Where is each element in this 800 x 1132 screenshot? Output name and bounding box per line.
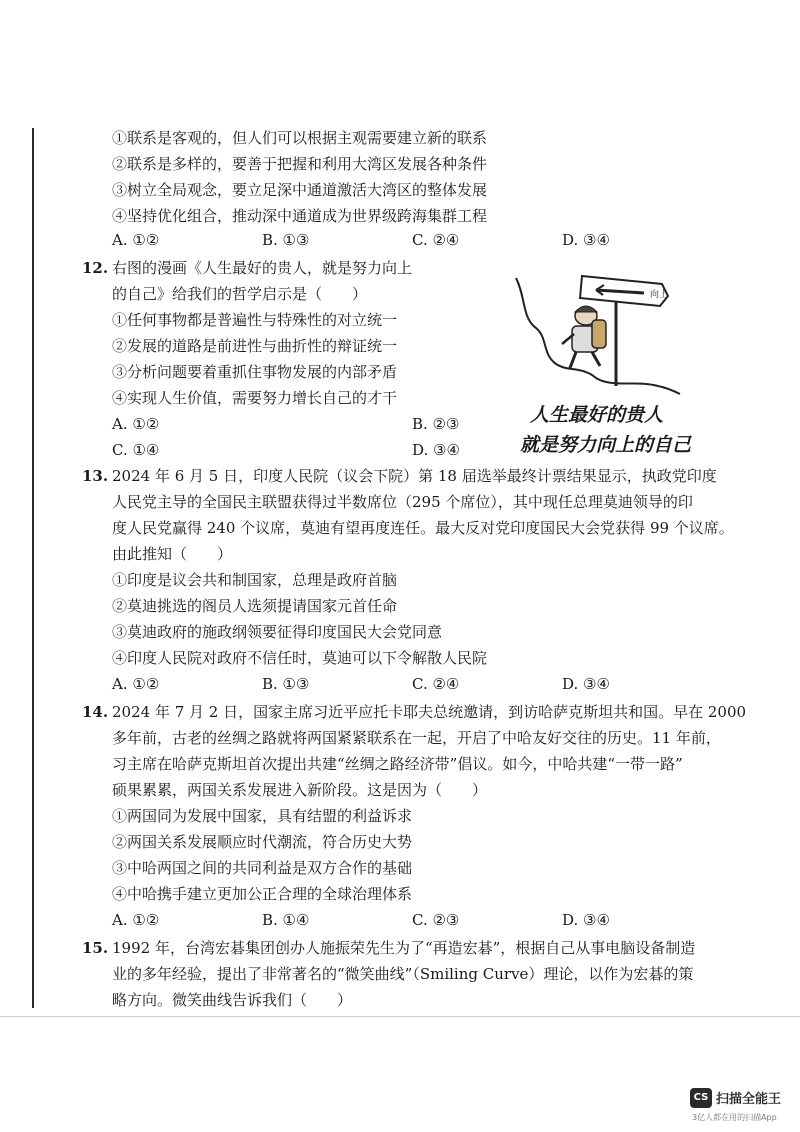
- q11-choice-d: D. ③④: [562, 231, 610, 249]
- q12-choice-c: C. ①④: [112, 441, 160, 459]
- page-bottom-rule: [0, 1016, 800, 1017]
- q14-choice-d: D. ③④: [562, 911, 610, 929]
- q12-option-3: ③分析问题要着重抓住事物发展的内部矛盾: [112, 363, 398, 381]
- q13-option-1: ①印度是议会共和制国家，总理是政府首脑: [112, 571, 398, 589]
- q13-stem-line-1: 2024 年 6 月 5 日，印度人民院（议会下院）第 18 届选举最终计票结果显示，执政党印度: [112, 467, 717, 485]
- signpost-label: 向上: [650, 290, 669, 300]
- q11-choice-a: A. ①②: [112, 231, 160, 249]
- q13-choice-c: C. ②④: [412, 675, 460, 693]
- q14-choice-b: B. ①④: [262, 911, 310, 929]
- q11-option-1: ①联系是客观的，但人们可以根据主观需要建立新的联系: [112, 129, 488, 147]
- q14-stem-line-3: 习主席在哈萨克斯坦首次提出共建“丝绸之路经济带”倡议。如今，中哈共建“一带一路”: [112, 755, 683, 773]
- climber-figure: [562, 306, 606, 368]
- q12-stem-line-1: 右图的漫画《人生最好的贵人，就是努力向上: [112, 259, 413, 277]
- q13-stem-line-4: 由此推知（ ）: [112, 545, 233, 563]
- scanner-tagline: 3亿人都在用的扫描App: [692, 1113, 777, 1122]
- q11-option-3: ③树立全局观念，要立足深中通道激活大湾区的整体发展: [112, 181, 488, 199]
- q13-choice-b: B. ①③: [262, 675, 310, 693]
- q12-choice-d: D. ③④: [412, 441, 460, 459]
- q11-choice-c: C. ②④: [412, 231, 460, 249]
- q14-choice-c: C. ②③: [412, 911, 460, 929]
- q14-option-4: ④中哈携手建立更加公正合理的全球治理体系: [112, 885, 413, 903]
- q15-number: 15.: [82, 939, 109, 957]
- q13-number: 13.: [82, 467, 109, 485]
- q13-option-4: ④印度人民院对政府不信任时，莫迪可以下令解散人民院: [112, 649, 488, 667]
- q13-stem-line-2: 人民党主导的全国民主联盟获得过半数席位（295 个席位），其中现任总理莫迪领导的印: [112, 493, 693, 511]
- q14-option-3: ③中哈两国之间的共同利益是双方合作的基础: [112, 859, 413, 877]
- q14-choice-a: A. ①②: [112, 911, 160, 929]
- q14-stem-line-1: 2024 年 7 月 2 日，国家主席习近平应托卡耶夫总统邀请，到访哈萨克斯坦共和国。早在 2000: [112, 703, 747, 721]
- q14-stem-line-2: 多年前，古老的丝绸之路就将两国紧紧联系在一起，开启了中哈友好交往的历史。11 年前，: [112, 729, 721, 747]
- cs-logo-icon: CS: [690, 1088, 712, 1108]
- q15-stem-line-3: 略方向。微笑曲线告诉我们（ ）: [112, 991, 353, 1009]
- q11-option-4: ④坚持优化组合，推动深中通道成为世界级跨海集群工程: [112, 207, 488, 225]
- q12-option-2: ②发展的道路是前进性与曲折性的辩证统一: [112, 337, 398, 355]
- q13-choice-a: A. ①②: [112, 675, 160, 693]
- q11-option-2: ②联系是多样的，要善于把握和利用大湾区发展各种条件: [112, 155, 488, 173]
- cartoon-illustration: [512, 268, 682, 396]
- q14-option-1: ①两国同为发展中国家，具有结盟的利益诉求: [112, 807, 413, 825]
- q14-stem-line-4: 硕果累累，两国关系发展进入新阶段。这是因为（ ）: [112, 781, 488, 799]
- q12-option-1: ①任何事物都是普遍性与特殊性的对立统一: [112, 311, 398, 329]
- q13-option-2: ②莫迪挑选的阁员人选须提请国家元首任命: [112, 597, 398, 615]
- q12-number: 12.: [82, 259, 109, 277]
- margin-line: [32, 128, 34, 1008]
- q13-option-3: ③莫迪政府的施政纲领要征得印度国民大会党同意: [112, 623, 443, 641]
- q12-choice-b: B. ②③: [412, 415, 460, 433]
- q12-choice-a: A. ①②: [112, 415, 160, 433]
- q11-choice-b: B. ①③: [262, 231, 310, 249]
- q15-stem-line-1: 1992 年，台湾宏碁集团创办人施振荣先生为了“再造宏碁”，根据自己从事电脑设备制造: [112, 939, 696, 957]
- q12-stem-line-2: 的自己》给我们的哲学启示是（ ）: [112, 285, 368, 303]
- q13-choice-d: D. ③④: [562, 675, 610, 693]
- q13-stem-line-3: 度人民党赢得 240 个议席，莫迪有望再度连任。最大反对党印度国民大会党获得 99 个议席。: [112, 519, 734, 537]
- q15-stem-line-2: 业的多年经验，提出了非常著名的“微笑曲线”（Smiling Curve）理论，以作为宏碁的策: [112, 965, 694, 983]
- scanner-badge: [690, 1086, 800, 1126]
- q14-number: 14.: [82, 703, 109, 721]
- cartoon-caption-line-2: 就是努力向上的自己: [520, 434, 692, 456]
- q12-option-4: ④实现人生价值，需要努力增长自己的才干: [112, 389, 398, 407]
- scanner-app-name: 扫描全能王: [716, 1092, 782, 1107]
- cartoon-caption-line-1: 人生最好的贵人: [530, 404, 664, 426]
- q14-option-2: ②两国关系发展顺应时代潮流，符合历史大势: [112, 833, 413, 851]
